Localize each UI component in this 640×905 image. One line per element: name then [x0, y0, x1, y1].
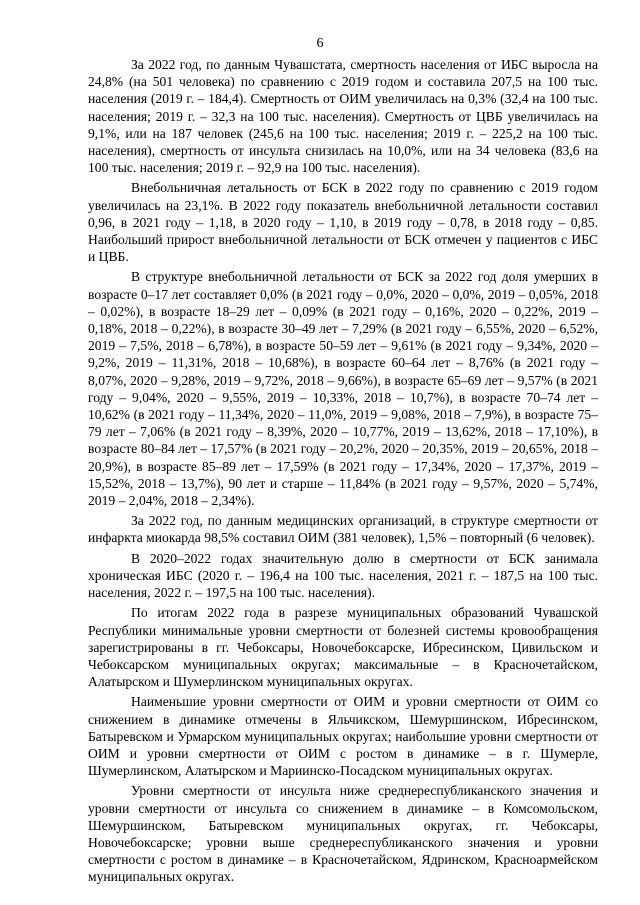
paragraph-municipal-bsk: По итогам 2022 года в разрезе муниципальных образований Чувашской Республики минимальные уровни смертности от болезней системы кровообращения зарегистрированы в гг. Чебоксары, Новочебоксарске, Ибресинском, Цивильском и Чебоксарском муниципальных округах; максимальные – в Красночетайском, Алатырском и Шумерлинском муниципальных округах.	[88, 605, 598, 690]
page-number: 6	[316, 36, 324, 51]
document-body	[88, 56, 598, 889]
paragraph-municipal-stroke: Уровни смертности от инсульта ниже среднереспубликанского значения и уровни смертности от инсульта со снижением в динамике – в Комсомольском, Шемуршинском, Батыревском муниципальных округах, гг. Чебоксары, Новочебоксарске; уровни выше среднереспубликанского значения и уровни смертности с ростом в динамике – в Красночетайском, Ядринском, Красноармейском муниципальных округах.	[88, 783, 598, 885]
paragraph-chronic-ibs: В 2020–2022 годах значительную долю в смертности от БСК занимала хроническая ИБС (2020 г. – 196,4 на 100 тыс. населения, 2021 г. – 187,5 на 100 тыс. населения, 2022 г. – 197,5 на 100 тыс. населения).	[88, 550, 598, 601]
paragraph-age-structure: В структуре внебольничной летальности от БСК за 2022 год доля умерших в возрасте 0–17 лет составляет 0,0% (в 2021 году – 0,0%, 2020 – 0,0%, 2019 – 0,05%, 2018 – 0,02%), в возрасте 18–29 лет – 0,09% (в 2021 году – 0,16%, 2020 – 0,22%, 2019 – 0,18%, 2018 – 0,22%), в возрасте 30–49 лет – 7,29% (в 2021 году – 6,55%, 2020 – 6,52%, 2019 – 7,5%, 2018 – 6,78%), в возрасте 50–59 лет – 9,61% (в 2021 году – 9,34%, 2020 – 9,2%, 2019 – 11,31%, 2018 – 10,68%), в возрасте 60–64 лет – 8,76% (в 2021 году – 8,07%, 2020 – 9,28%, 2019 – 9,72%, 2018 – 9,66%), в возрасте 65–69 лет – 9,57% (в 2021 году – 9,04%, 2020 – 9,55%, 2019 – 10,33%, 2018 – 10,7%), в возрасте 70–74 лет – 10,62% (в 2021 году – 11,34%, 2020 – 11,0%, 2019 – 9,08%, 2018 – 7,9%), в возрасте 75–79 лет – 7,06% (в 2021 году – 8,39%, 2020 – 10,77%, 2019 – 13,62%, 2018 – 17,10%), в возрасте 80–84 лет – 17,57% (в 2021 году – 20,2%, 2020 – 20,35%, 2019 – 20,65%, 2018 – 20,9%), в возрасте 85–89 лет – 17,59% (в 2021 году – 17,34%, 2020 – 17,37%, 2019 – 15,52%, 2018 – 13,7%), 90 лет и старше – 11,84% (в 2021 году – 9,57%, 2020 – 5,74%, 2019 – 2,04%, 2018 – 2,34%).	[88, 269, 598, 509]
paragraph-municipal-oim: Наименьшие уровни смертности от ОИМ и уровни смертности от ОИМ со снижением в динамике отмечены в Яльчикском, Шемуршинском, Ибресинском, Батыревском и Урмарском муниципальных округах; наибольшие уровни смертности от ОИМ и уровни смертности от ОИМ с ростом в динамике – в г. Шумерле, Шумерлинском, Алатырском и Мариинско-Посадском муниципальных округах.	[88, 694, 598, 779]
paragraph-myocardial-infarction: За 2022 год, по данным медицинских организаций, в структуре смертности от инфаркта миокарда 98,5% составил ОИМ (381 человек), 1,5% – повторный (6 человек).	[88, 513, 598, 546]
paragraph-out-of-hospital-lethality: Внебольничная летальность от БСК в 2022 году по сравнению с 2019 годом увеличилась на 23,1%. В 2022 году показатель внебольничной летальности составил 0,96, в 2021 году – 1,18, в 2020 году – 1,10, в 2019 году – 0,78, в 2018 году – 0,85. Наибольший прирост внебольничной летальности от БСК отмечен у пациентов с ИБС и ЦВБ.	[88, 180, 598, 265]
paragraph-ibs-mortality: За 2022 год, по данным Чувашстата, смертность населения от ИБС выросла на 24,8% (на 501 человека) по сравнению с 2019 годом и составила 207,5 на 100 тыс. населения (2019 г. – 184,4). Смертность от ОИМ увеличилась на 0,3% (32,4 на 100 тыс. населения; 2019 г. – 32,3 на 100 тыс. населения). Смертность от ЦВБ увеличилась на 9,1%, или на 187 человек (245,6 на 100 тыс. населения; 2019 г. – 225,2 на 100 тыс. населения), смертность от инсульта снизилась на 10,0%, или на 34 человека (83,6 на 100 тыс. населения; 2019 г. – 92,9 на 100 тыс. населения).	[88, 57, 598, 176]
